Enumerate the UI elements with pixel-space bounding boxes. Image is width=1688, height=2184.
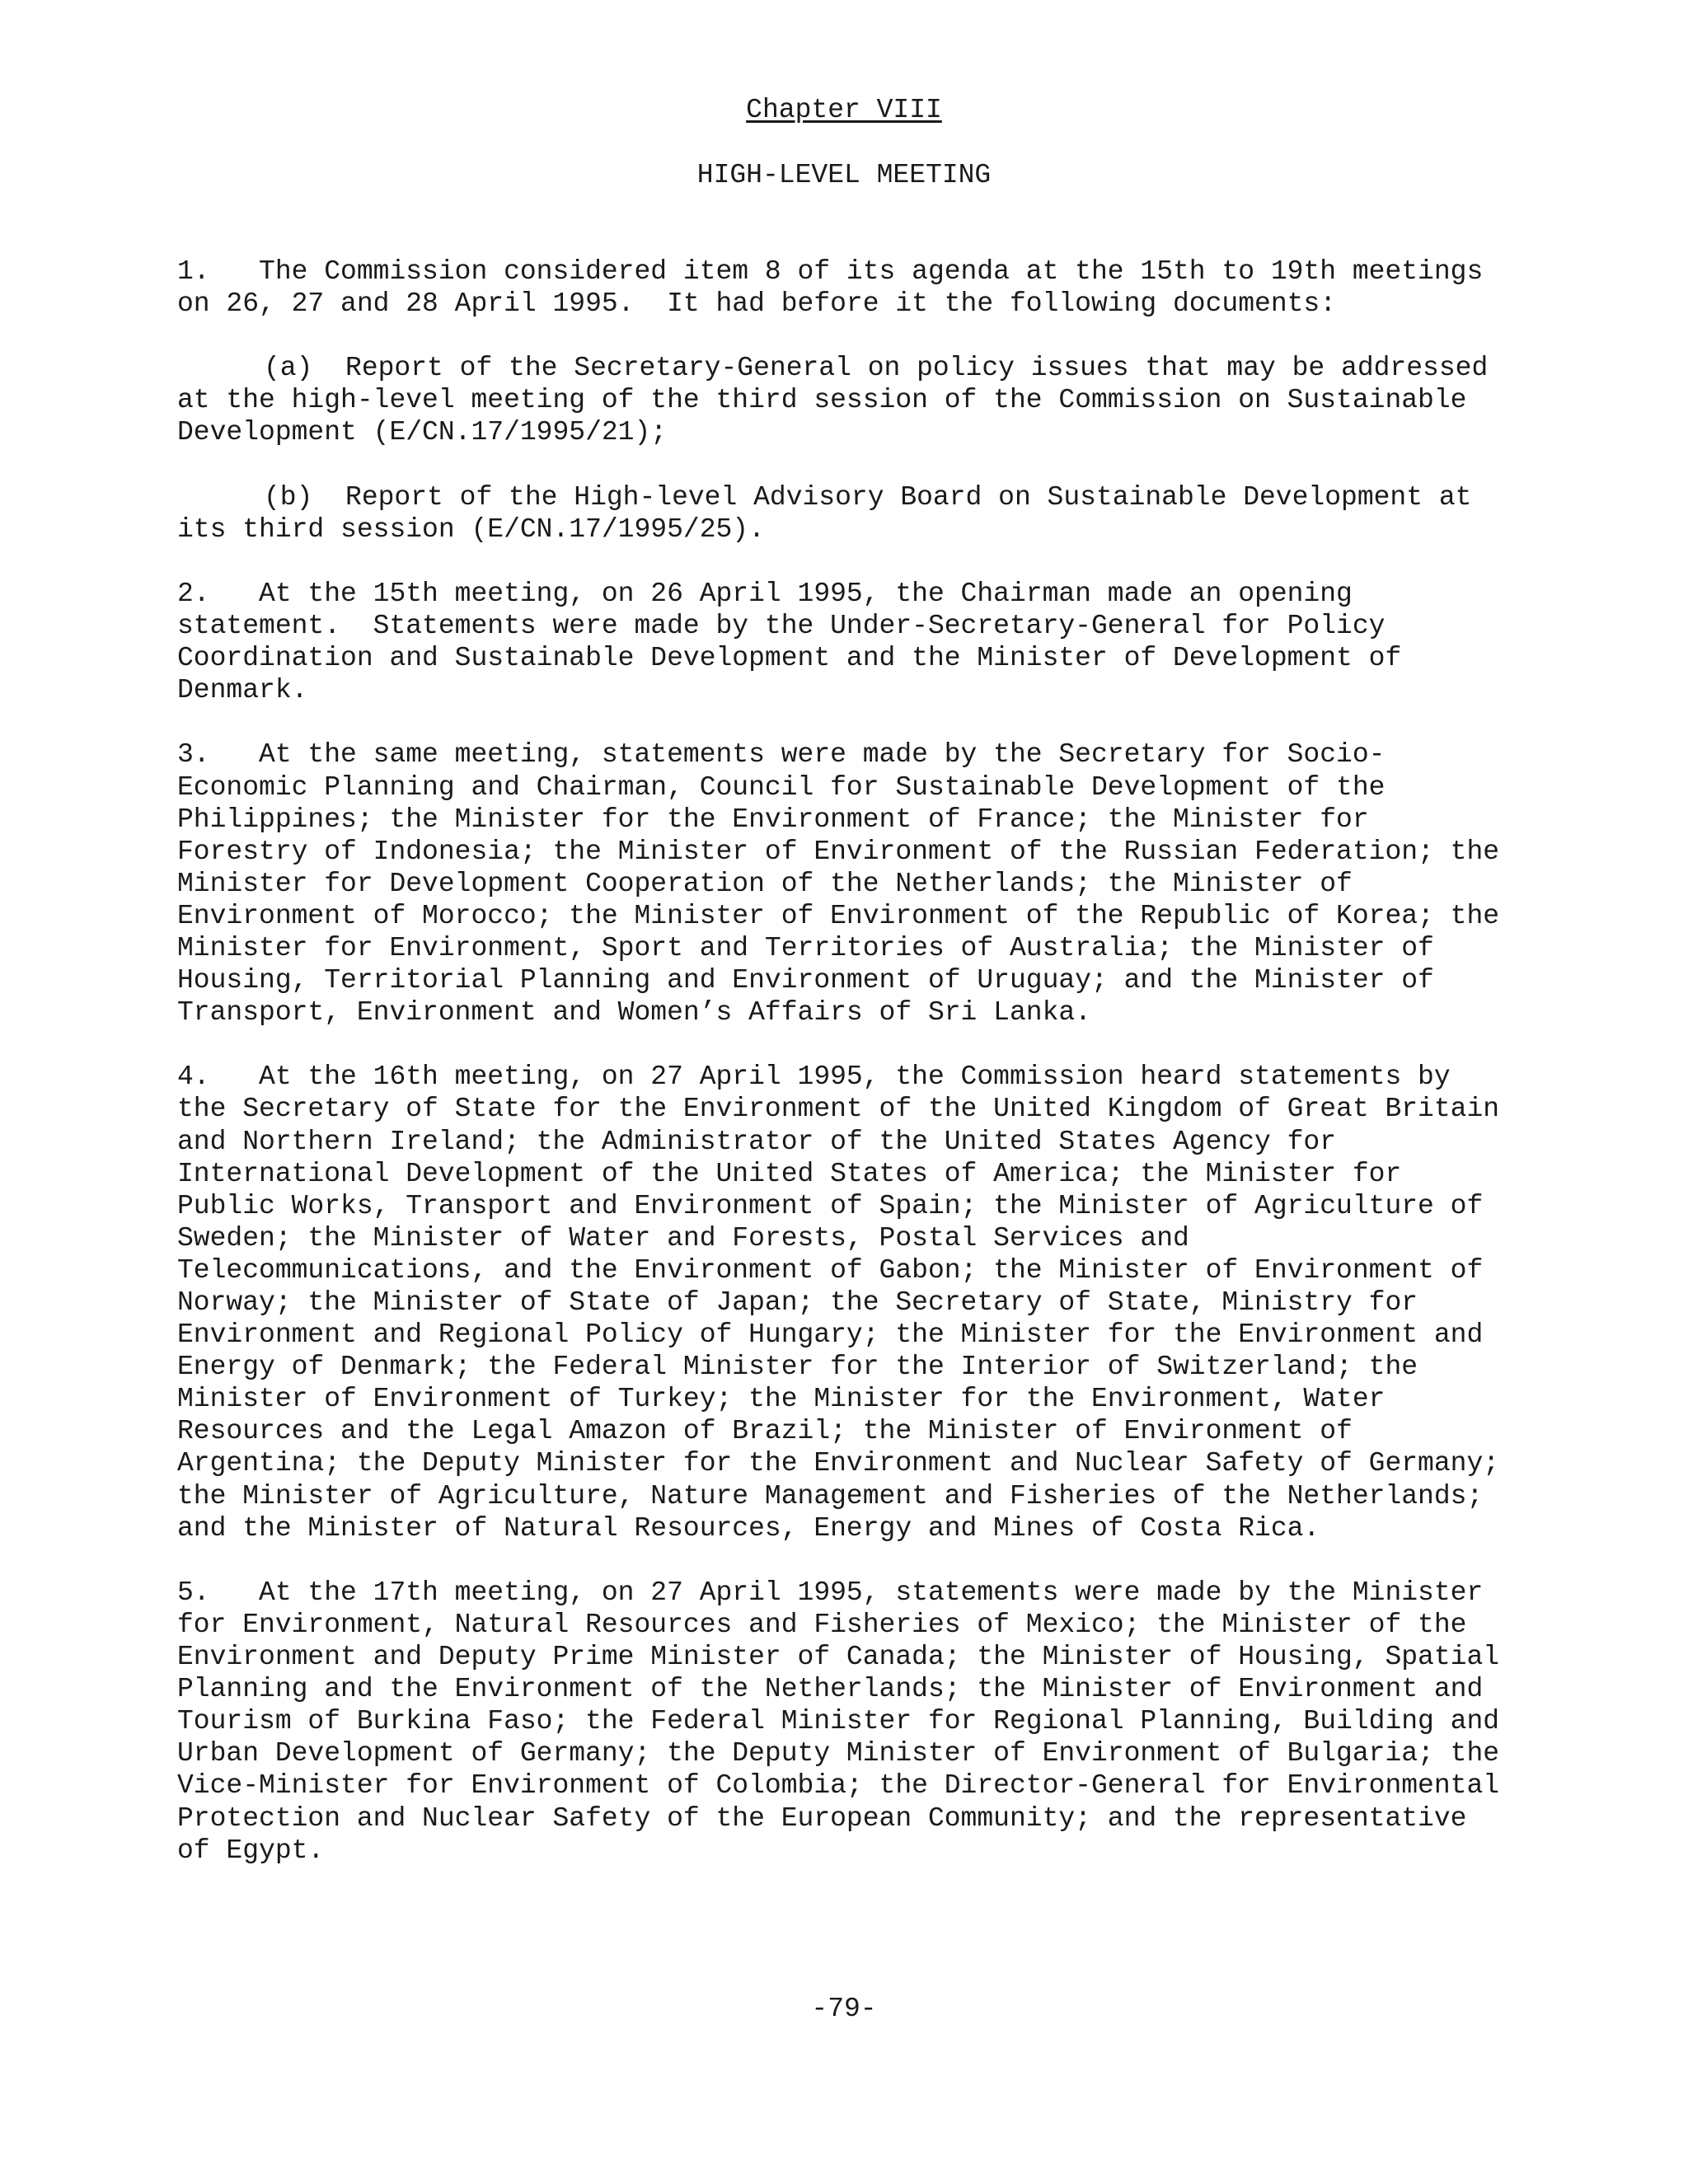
paragraph-4: 4. At the 16th meeting, on 27 April 1995, the Commission heard statements by the Secretary of State for the Environment of the United Kingdom of Great Britain and Northern Ireland; the Administrator of the United States Agency for International Development of the United States of America; the Minister for Public Works, Transport and Environment of Spain; the Minister of Agriculture of Sweden; the Minister of Water and Forests, Postal Services and Telecommunications, and the Environment of Gabon; the Minister of Environment of Norway; the Minister of State of Japan; the Secretary of State, Ministry for Environment and Regional Policy of Hungary; the Minister for the Environment and Energy of Denmark; the Federal Minister for the Interior of Switzerland; the Minister of Environment of Turkey; the Minister for the Environment, Water Resources and the Legal Amazon of Brazil; the Minister of Environment of Argentina; the Deputy Minister for the Environment and Nuclear Safety of Germany; the Minister of Agriculture, Nature Management and Fisheries of the Netherlands; and the Minister of Natural Resources, Energy and Mines of Costa Rica. — [177, 1062, 1516, 1544]
document-body — [177, 255, 1516, 1899]
paragraph-2: 2. At the 15th meeting, on 26 April 1995, the Chairman made an opening statement. Statements were made by the Under-Secretary-General for Policy Coordination and Sustainable Development and the Minister of Development of Denmark. — [177, 578, 1418, 706]
page-number: -79- — [811, 1994, 877, 2024]
paragraph-1: 1. The Commission considered item 8 of its agenda at the 15th to 19th meetings on 26, 27 and 28 April 1995. It had before it the following documents: — [177, 256, 1500, 320]
paragraph-3: 3. At the same meeting, statements were made by the Secretary for Socio-Economic Planning and Chairman, Council for Sustainable Development of the Philippines; the Minister for the Environment of France; the Minister for Forestry of Indonesia; the Minister of Environment of the Russian Federation; the Minister for Development Cooperation of the Netherlands; the Minister of Environment of Morocco; the Minister of Environment of the Republic of Korea; the Minister for Environment, Sport and Territories of Australia; the Minister of Housing, Territorial Planning and Environment of Uruguay; and the Minister of Transport, Environment and Women’s Affairs of Sri Lanka. — [177, 739, 1516, 1029]
sub-item-b: (b) Report of the High-level Advisory Board on Sustainable Development at its third session (E/CN.17/1995/25). — [177, 481, 1489, 545]
paragraph-5: 5. At the 17th meeting, on 27 April 1995, statements were made by the Minister for Environment, Natural Resources and Fisheries of Mexico; the Minister of the Environment and Deputy Prime Minister of Canada; the Minister of Housing, Spatial Planning and the Environment of the Netherlands; the Minister of Environment and Tourism of Burkina Faso; the Federal Minister for Regional Planning, Building and Urban Development of Germany; the Deputy Minister of Environment of Bulgaria; the Vice-Minister for Environment of Colombia; the Director-General for Environmental Protection and Nuclear Safety of the European Community; and the representative of Egypt. — [177, 1577, 1516, 1866]
chapter-heading: Chapter VIII — [746, 95, 942, 125]
sub-item-a: (a) Report of the Secretary-General on policy issues that may be addressed at the high-level meeting of the third session of the Commission on Sustainable Development (E/CN.17/1995/21); — [177, 353, 1505, 448]
section-title: HIGH-LEVEL MEETING — [696, 160, 992, 190]
